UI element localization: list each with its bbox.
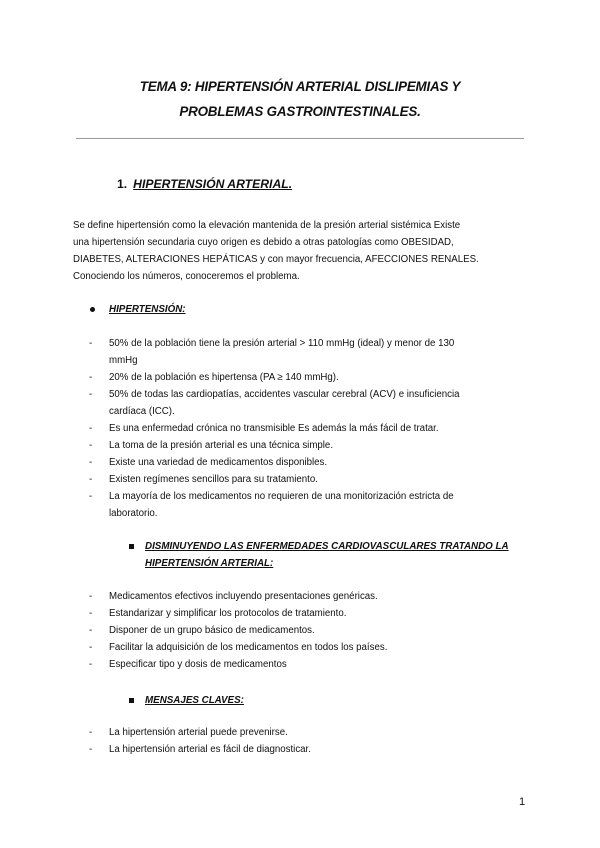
dash-marker: - — [89, 372, 93, 383]
intro-line: una hipertensión secundaria cuyo origen es debido a otras patologías como OBESIDAD, — [73, 237, 454, 248]
dash-marker: - — [89, 389, 93, 400]
bullet-dot-icon — [90, 307, 95, 312]
disminuyendo-heading-line-1: DISMINUYENDO LAS ENFERMEDADES CARDIOVASCULARES TRATANDO LA — [145, 541, 509, 552]
dash-marker: - — [89, 491, 93, 502]
section-heading — [117, 177, 292, 191]
list-item: - La hipertensión arterial es fácil de diagnosticar. — [89, 741, 311, 758]
list-item: - Estandarizar y simplificar los protocolos de tratamiento. — [89, 605, 387, 622]
list-item: - 50% de todas las cardiopatías, accidentes vascular cerebral (ACV) e insuficiencia cardíaca (ICC). — [89, 386, 460, 420]
dash-marker: - — [89, 457, 93, 468]
section-number: 1. — [117, 177, 128, 191]
dash-marker: - — [89, 659, 93, 670]
list-item: - La hipertensión arterial puede prevenirse. — [89, 724, 311, 741]
document-title-line-1: TEMA 9: HIPERTENSIÓN ARTERIAL DISLIPEMIAS Y — [139, 79, 461, 94]
dash-marker: - — [89, 474, 93, 485]
hipertension-list — [89, 335, 460, 522]
list-item: - Existe una variedad de medicamentos disponibles. — [89, 454, 460, 471]
dash-marker: - — [89, 440, 93, 451]
dash-marker: - — [89, 591, 93, 602]
list-item: - Es una enfermedad crónica no transmisible Es además la más fácil de tratar. — [89, 420, 460, 437]
square-bullet-icon — [129, 544, 134, 549]
intro-paragraph — [73, 217, 533, 285]
mensajes-subheading — [129, 692, 429, 709]
list-item: - Disponer de un grupo básico de medicamentos. — [89, 622, 387, 639]
intro-line: DIABETES, ALTERACIONES HEPÁTICAS y con mayor frecuencia, AFECCIONES RENALES. — [73, 254, 479, 265]
mensajes-heading-text: MENSAJES CLAVES: — [145, 695, 244, 706]
disminuyendo-subheading — [129, 538, 529, 572]
list-item: - Medicamentos efectivos incluyendo presentaciones genéricas. — [89, 588, 387, 605]
dash-marker: - — [89, 338, 93, 349]
dash-marker: - — [89, 608, 93, 619]
document-title-line-2: PROBLEMAS GASTROINTESTINALES. — [179, 104, 421, 119]
list-item: - 20% de la población es hipertensa (PA ≥ 140 mmHg). — [89, 369, 460, 386]
intro-line: Se define hipertensión como la elevación mantenida de la presión arterial sistémica Existe — [73, 220, 461, 231]
list-item: - Facilitar la adquisición de los medicamentos en todos los países. — [89, 639, 387, 656]
dash-marker: - — [89, 642, 93, 653]
list-item: - Especificar tipo y dosis de medicamentos — [89, 656, 387, 673]
hipertension-heading-text: HIPERTENSIÓN: — [109, 304, 186, 315]
intro-line: Conociendo los números, conoceremos el problema. — [73, 271, 300, 282]
title-divider — [76, 138, 524, 139]
section-title: HIPERTENSIÓN ARTERIAL. — [133, 177, 293, 191]
list-item: - La mayoría de los medicamentos no requieren de una monitorización estricta de laboratorio. — [89, 488, 460, 522]
dash-marker: - — [89, 625, 93, 636]
dash-marker: - — [89, 423, 93, 434]
dash-marker: - — [89, 744, 93, 755]
square-bullet-icon — [129, 698, 134, 703]
list-item: - Existen regímenes sencillos para su tratamiento. — [89, 471, 460, 488]
list-item: - 50% de la población tiene la presión arterial > 110 mmHg (ideal) y menor de 130 mmHg — [89, 335, 460, 369]
disminuyendo-list — [89, 588, 387, 673]
dash-marker: - — [89, 727, 93, 738]
list-item: - La toma de la presión arterial es una técnica simple. — [89, 437, 460, 454]
mensajes-list — [89, 724, 311, 758]
disminuyendo-heading-line-2: HIPERTENSIÓN ARTERIAL: — [145, 558, 274, 569]
page-number: 1 — [519, 796, 526, 808]
